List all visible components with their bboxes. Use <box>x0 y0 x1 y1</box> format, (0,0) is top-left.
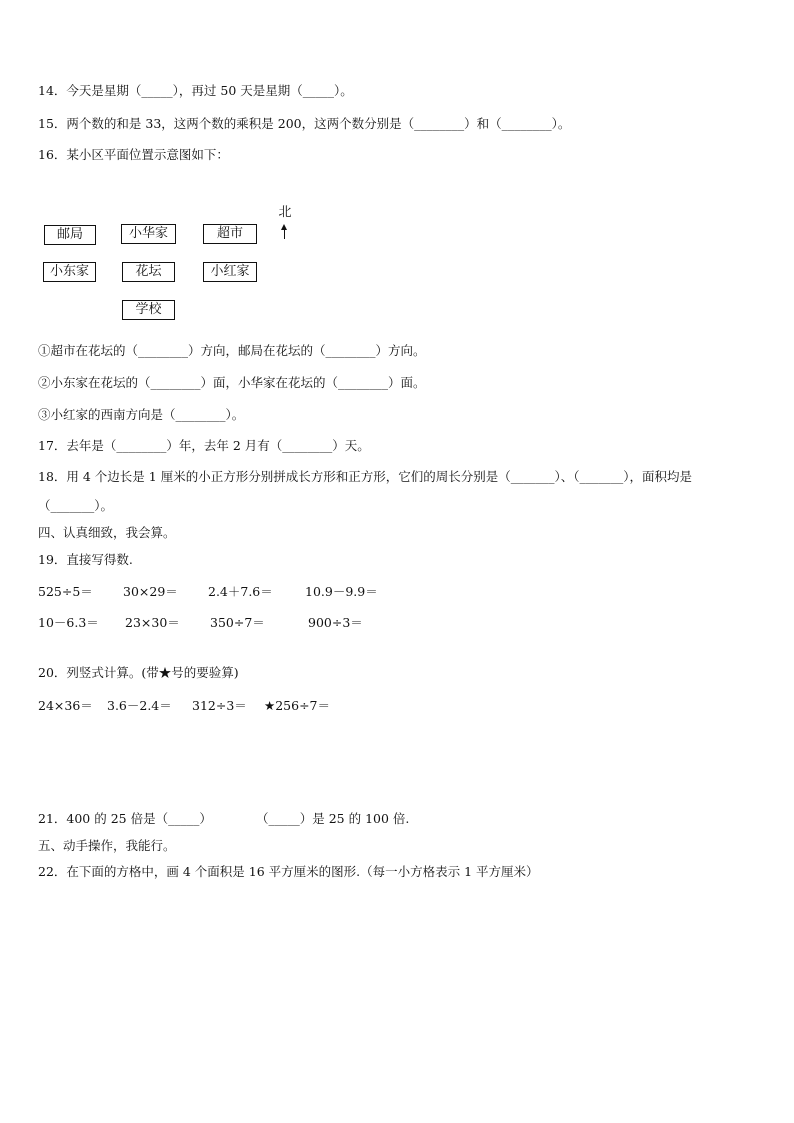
box-supermarket: 超市 <box>203 224 257 244</box>
calc-item: 10.9－9.9＝ <box>305 584 378 599</box>
calc-item: 3.6－2.4＝ <box>107 698 172 713</box>
q19-row2 <box>38 615 363 631</box>
question-21-part1: 21．400 的 25 倍是（_____） <box>38 811 212 826</box>
question-16-sub3: ③小红家的西南方向是（________）。 <box>38 407 245 422</box>
box-xiaodong-home: 小东家 <box>43 262 96 282</box>
calc-item: 24×36＝ <box>38 698 93 713</box>
box-post-office: 邮局 <box>44 225 96 245</box>
question-14: 14．今天是星期（_____），再过 50 天是星期（_____）。 <box>38 83 353 98</box>
calc-item: 2.4＋7.6＝ <box>208 584 273 599</box>
box-xiaohong-home: 小红家 <box>203 262 257 282</box>
section-4-heading: 四、认真细致，我会算。 <box>38 525 176 540</box>
question-21-part2: （_____）是 25 的 100 倍. <box>256 811 410 826</box>
box-xiaohua-home: 小华家 <box>121 224 176 244</box>
q20-row <box>38 698 330 714</box>
question-18-line1: 18．用 4 个边长是 1 厘米的小正方形分别拼成长方形和正方形，它们的周长分别是（_______）、（_______），面积均是 <box>38 469 692 484</box>
calc-item: 525÷5＝ <box>38 584 93 599</box>
calc-item: 900÷3＝ <box>308 615 363 630</box>
calc-item: 23×30＝ <box>125 615 180 630</box>
section-5-heading: 五、动手操作，我能行。 <box>38 838 176 853</box>
question-16-title: 16．某小区平面位置示意图如下： <box>38 147 229 162</box>
question-22: 22．在下面的方格中，画 4 个面积是 16 平方厘米的图形.（每一小方格表示 1 平方厘米） <box>38 864 539 879</box>
question-21 <box>38 811 409 827</box>
north-arrow-icon <box>283 224 285 238</box>
calc-item: 30×29＝ <box>123 584 178 599</box>
north-label: 北 <box>278 205 292 220</box>
question-16-sub1: ①超市在花坛的（________）方向，邮局在花坛的（________）方向。 <box>38 343 426 358</box>
question-19-title: 19．直接写得数. <box>38 552 133 567</box>
calc-item: ★256÷7＝ <box>264 698 330 713</box>
calc-item: 350÷7＝ <box>210 615 265 630</box>
calc-item: 10－6.3＝ <box>38 615 99 630</box>
question-16-sub2: ②小东家在花坛的（________）面，小华家在花坛的（________）面。 <box>38 375 426 390</box>
calc-item: 312÷3＝ <box>192 698 247 713</box>
box-flower-bed: 花坛 <box>122 262 175 282</box>
question-20-title: 20．列竖式计算。(带★号的要验算) <box>38 665 239 680</box>
q19-row1 <box>38 584 378 600</box>
question-17: 17．去年是（________）年，去年 2 月有（________）天。 <box>38 438 370 453</box>
question-15: 15．两个数的和是 33，这两个数的乘积是 200，这两个数分别是（________）和（________）。 <box>38 116 571 131</box>
question-18-line2: （_______）。 <box>38 498 114 513</box>
box-school: 学校 <box>122 300 175 320</box>
